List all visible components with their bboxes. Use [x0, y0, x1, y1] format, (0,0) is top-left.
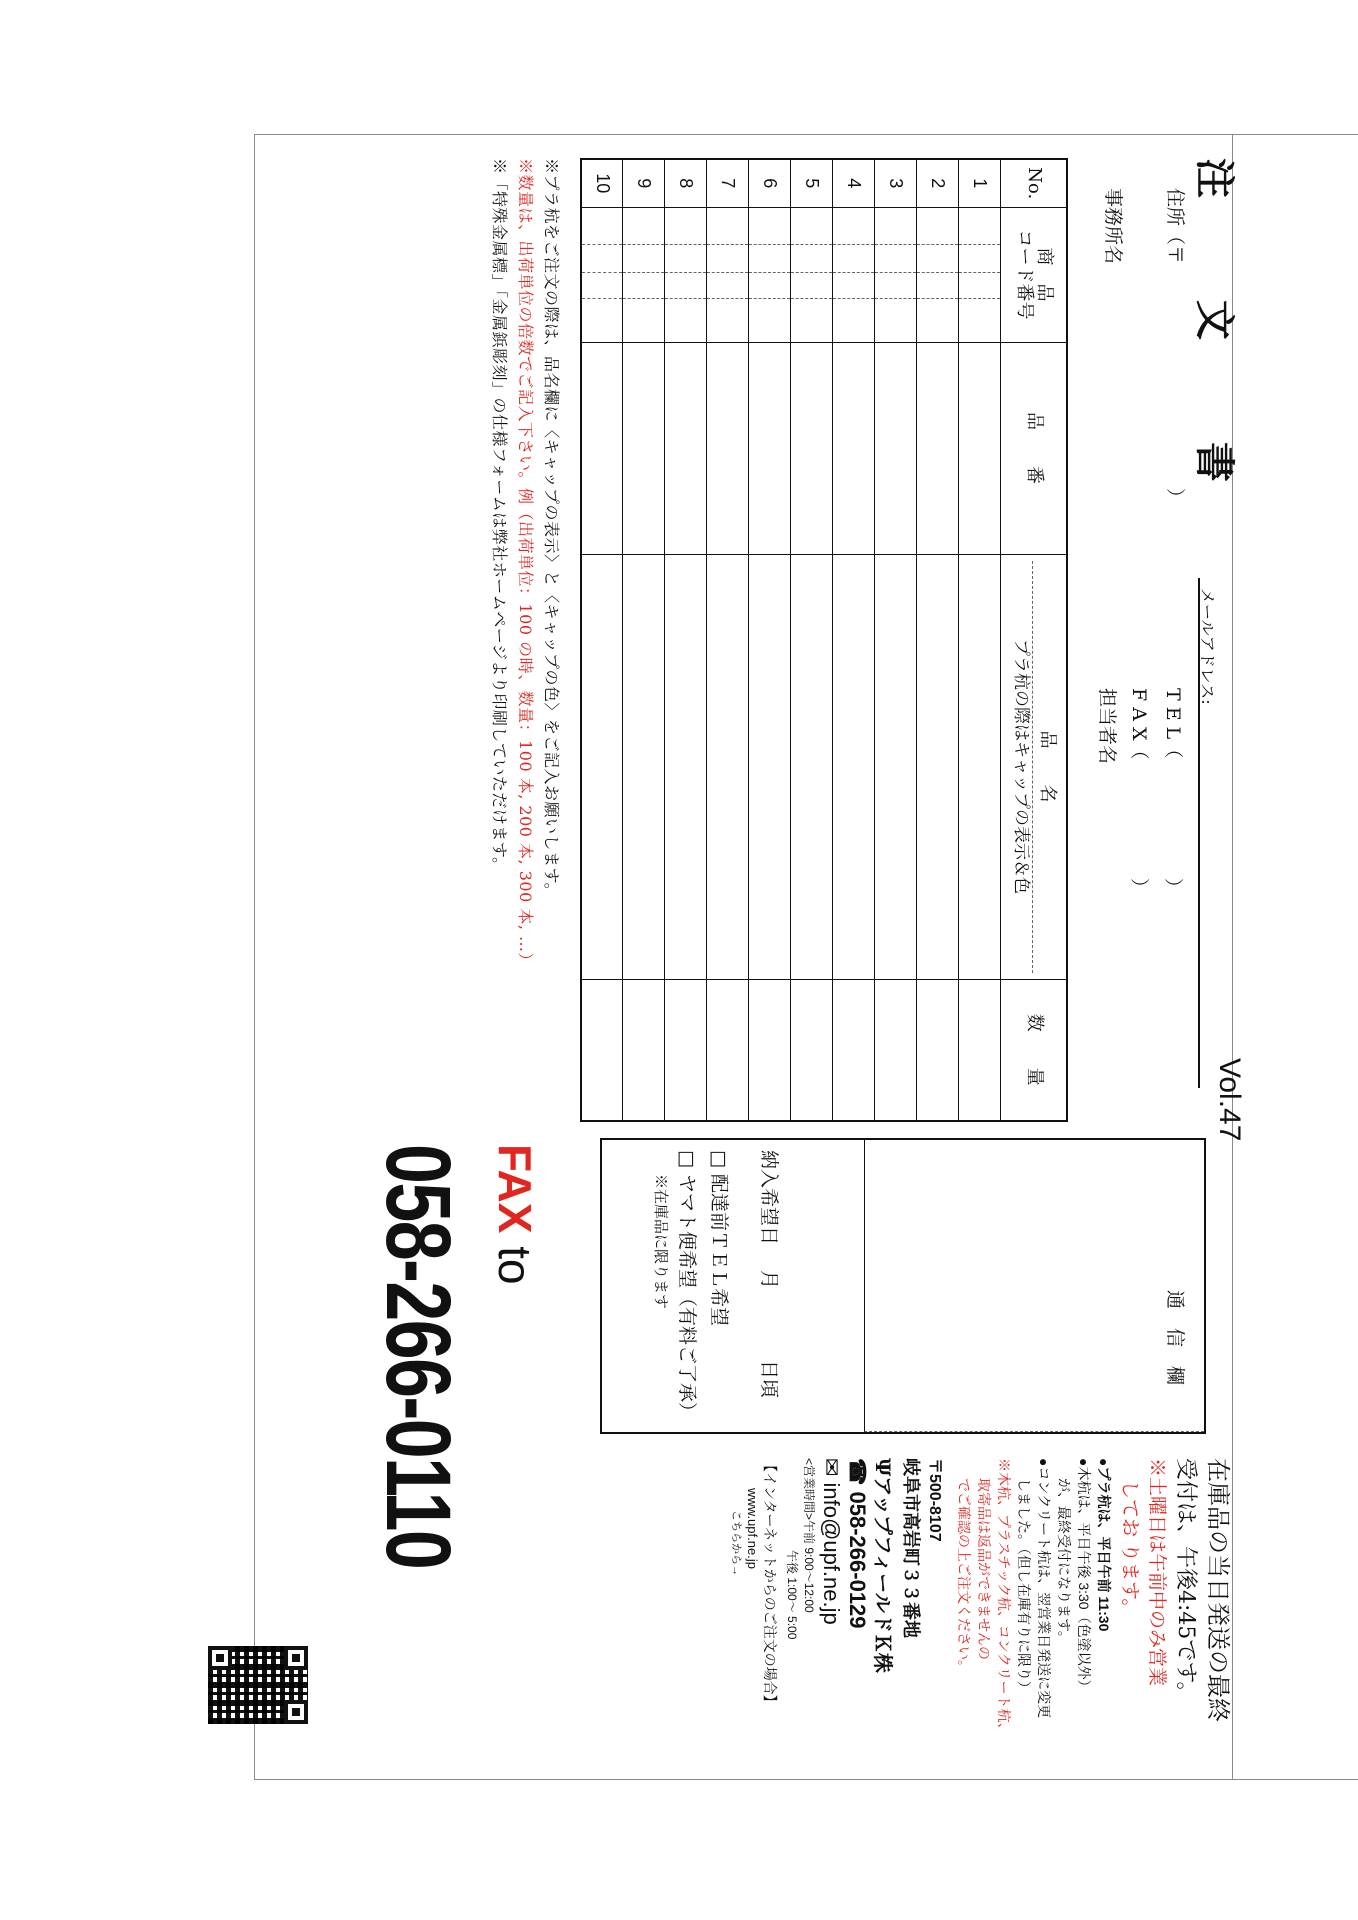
cell-qty[interactable]	[917, 979, 959, 1121]
info-line-11: 取寄品は返品ができませんの	[976, 1478, 992, 1660]
col-qty: 数 量	[1001, 979, 1067, 1121]
tel-label: T E L（	[1162, 688, 1184, 759]
qr-finder-bottom-left	[208, 1646, 232, 1670]
address-close: ）	[1164, 488, 1186, 508]
table-row	[707, 159, 749, 1121]
info-line-3: ※土曜日は午前中のみ営業	[1146, 1458, 1168, 1687]
contact-label: 担当者名	[1096, 688, 1118, 765]
table-row	[623, 159, 665, 1121]
info-line-2: 受付は、午後4:45です。	[1173, 1458, 1198, 1704]
cell-code[interactable]	[707, 207, 749, 342]
code-digit-divider	[876, 272, 917, 273]
cell-qty[interactable]	[833, 979, 875, 1121]
cell-code[interactable]	[875, 207, 917, 342]
cell-code[interactable]	[791, 207, 833, 342]
cell-no: 5	[791, 159, 833, 207]
fax-number: 058-266-0110	[367, 1144, 469, 1569]
business-hours-am: <営業時間>午前 9:00〜12:00	[802, 1458, 816, 1613]
code-digit-divider	[708, 272, 749, 273]
cell-code[interactable]	[917, 207, 959, 342]
cell-no: 7	[707, 159, 749, 207]
company-name: ΨアップフィールドＫ株	[871, 1458, 895, 1673]
col-code-line1: 商 品	[1034, 247, 1056, 302]
cell-name[interactable]	[749, 554, 791, 979]
cell-part[interactable]	[749, 342, 791, 554]
info-line-9: しました。（但し在庫有りに限り）	[1016, 1478, 1032, 1695]
cell-code[interactable]	[959, 207, 1001, 342]
cell-name[interactable]	[875, 554, 917, 979]
cell-qty[interactable]	[707, 979, 749, 1121]
memo-box[interactable]	[600, 1138, 1206, 1434]
table-row	[917, 159, 959, 1121]
qr-code-icon[interactable]	[208, 1646, 308, 1724]
code-digit-divider	[750, 298, 791, 299]
cell-part[interactable]	[707, 342, 749, 554]
cell-code[interactable]	[623, 207, 665, 342]
cell-part[interactable]	[917, 342, 959, 554]
cell-part[interactable]	[833, 342, 875, 554]
info-line-12: でご確認の上ご注文ください。	[956, 1478, 972, 1674]
col-name-note: プラ杭の際はキャップの表示＆色	[1010, 561, 1033, 973]
cell-name[interactable]	[623, 554, 665, 979]
table-row	[581, 159, 623, 1121]
cell-name[interactable]	[917, 554, 959, 979]
cell-code[interactable]	[665, 207, 707, 342]
volume-label: Vol.47	[1213, 1058, 1246, 1142]
order-form	[158, 158, 1254, 1766]
code-digit-divider	[834, 298, 875, 299]
table-row	[959, 159, 1001, 1121]
cell-name[interactable]	[959, 554, 1001, 979]
cell-code[interactable]	[581, 207, 623, 342]
code-digit-divider	[960, 272, 1001, 273]
col-code-line2: コード番号	[1013, 229, 1035, 320]
code-digit-divider	[666, 298, 707, 299]
website-url[interactable]: www.upf.ne.jp	[745, 1488, 760, 1569]
col-name-main: 品 名	[1037, 730, 1059, 803]
cell-no: 6	[749, 159, 791, 207]
cell-name[interactable]	[665, 554, 707, 979]
memo-write-area[interactable]	[864, 1140, 1204, 1432]
cell-name[interactable]	[707, 554, 749, 979]
code-digit-divider	[582, 244, 623, 245]
table-row	[665, 159, 707, 1121]
fax-to	[488, 1144, 542, 1285]
code-digit-divider	[624, 272, 665, 273]
table-row	[791, 159, 833, 1121]
cell-qty[interactable]	[959, 979, 1001, 1121]
cell-part[interactable]	[875, 342, 917, 554]
company-address: 岐阜市高岩町３３番地	[900, 1458, 921, 1638]
cell-no: 3	[875, 159, 917, 207]
cell-qty[interactable]	[581, 979, 623, 1121]
code-digit-divider	[582, 272, 623, 273]
col-part: 品 番	[1001, 342, 1067, 554]
cell-no: 8	[665, 159, 707, 207]
code-digit-divider	[876, 298, 917, 299]
info-line-6: ●木杭は、平日午後 3:30（色塗以外）	[1076, 1458, 1092, 1694]
cell-part[interactable]	[581, 342, 623, 554]
shipping-info	[729, 1458, 1238, 1758]
info-line-4: してお ります。	[1119, 1480, 1141, 1618]
col-code	[1001, 207, 1067, 342]
delivery-label: 納入希望日	[758, 1150, 780, 1246]
code-digit-divider	[834, 272, 875, 273]
cell-no: 2	[917, 159, 959, 207]
cell-code[interactable]	[749, 207, 791, 342]
cell-name[interactable]	[833, 554, 875, 979]
table-row	[875, 159, 917, 1121]
option-stock-note: ※在庫品に限ります	[652, 1174, 670, 1310]
option-tel-before-delivery[interactable]: □ 配達前ＴＥＬ希望	[708, 1150, 730, 1326]
address-label: 住所（〒	[1164, 188, 1186, 265]
cell-code[interactable]	[833, 207, 875, 342]
delivery-day: 日頃	[758, 1360, 780, 1399]
info-line-1: 在庫品の当日発送の最終	[1204, 1458, 1232, 1722]
internet-order-label: 【インターネットからのご注文の場合】	[761, 1458, 777, 1709]
code-digit-divider	[792, 244, 833, 245]
office-label: 事務所名	[1102, 188, 1124, 265]
cell-no: 1	[959, 159, 1001, 207]
cell-name[interactable]	[791, 554, 833, 979]
table-row	[833, 159, 875, 1121]
code-digit-divider	[624, 244, 665, 245]
code-digit-divider	[582, 298, 623, 299]
cell-part[interactable]	[791, 342, 833, 554]
cell-part[interactable]	[959, 342, 1001, 554]
code-digit-divider	[666, 244, 707, 245]
to-word: to	[489, 1246, 541, 1285]
code-digit-divider	[918, 298, 959, 299]
option-yamato-delivery[interactable]: □ ヤマト便希望（有料ご了承）	[676, 1150, 698, 1421]
qr-finder-top-right	[284, 1700, 308, 1724]
cell-qty[interactable]	[749, 979, 791, 1121]
code-digit-divider	[918, 272, 959, 273]
email-underline	[1198, 578, 1200, 1088]
cell-qty[interactable]	[791, 979, 833, 1121]
fax-word: FAX	[489, 1144, 541, 1234]
info-line-10: ※木杭、プラスチック杭、コンクリート杭、	[996, 1458, 1012, 1737]
memo-title: 通 信 欄	[1164, 1290, 1186, 1386]
code-digit-divider	[708, 244, 749, 245]
cell-part[interactable]	[623, 342, 665, 554]
code-digit-divider	[792, 272, 833, 273]
website-url-note: こちらから→	[730, 1510, 742, 1576]
code-digit-divider	[750, 272, 791, 273]
info-line-8: ●コンクリート杭は、翌営業日発送に変更	[1036, 1458, 1052, 1719]
tel-close: ）	[1162, 878, 1184, 898]
code-digit-divider	[876, 244, 917, 245]
code-digit-divider	[624, 298, 665, 299]
page-title: 注 文 書	[1191, 158, 1238, 526]
fax-label: F A X（	[1128, 688, 1150, 760]
cell-no: 10	[581, 159, 623, 207]
cell-qty[interactable]	[665, 979, 707, 1121]
code-digit-divider	[666, 272, 707, 273]
note-caps: ※プラ杭をご注文の際は、品名欄に〈キャップの表示〉と〈キャップの色〉をご記入お願いします。	[542, 158, 561, 900]
fax-close: ）	[1128, 878, 1150, 898]
company-email[interactable]: ✉ info@upf.ne.jp	[819, 1458, 844, 1625]
col-no: No.	[1001, 159, 1067, 207]
qr-finder-top-left	[284, 1646, 308, 1670]
email-label: メールアドレス:	[1198, 588, 1217, 705]
delivery-month: 月	[758, 1270, 780, 1290]
table-row	[749, 159, 791, 1121]
code-digit-divider	[750, 244, 791, 245]
code-digit-divider	[918, 244, 959, 245]
company-phone: ☎ 058-266-0129	[845, 1458, 870, 1629]
business-hours-pm: 午後 1:00〜 5:00	[785, 1550, 799, 1640]
code-digit-divider	[960, 298, 1001, 299]
col-name	[1001, 554, 1067, 979]
note-special-forms: ※「特殊金属標」「金属鋲彫刻」の仕様フォームは弊社ホームページより印刷していただけます。	[490, 158, 509, 874]
postal-code: 〒500-8107	[926, 1458, 943, 1542]
cell-qty[interactable]	[875, 979, 917, 1121]
cell-name[interactable]	[581, 554, 623, 979]
code-digit-divider	[960, 244, 1001, 245]
note-quantity: ※数量は、出荷単位の倍数でご記入下さい。例（出荷単位：100 の時、数量：100 本, 200 本, 300 本, …）	[516, 158, 535, 970]
order-table	[580, 158, 1068, 1122]
info-line-5: ●プラ杭は、平日午前 11:30	[1096, 1458, 1112, 1632]
cell-qty[interactable]	[623, 979, 665, 1121]
cell-no: 4	[833, 159, 875, 207]
code-digit-divider	[708, 298, 749, 299]
cell-no: 9	[623, 159, 665, 207]
code-digit-divider	[792, 298, 833, 299]
info-line-7: が、最終受付になります。	[1056, 1478, 1072, 1645]
code-digit-divider	[834, 244, 875, 245]
cell-part[interactable]	[665, 342, 707, 554]
